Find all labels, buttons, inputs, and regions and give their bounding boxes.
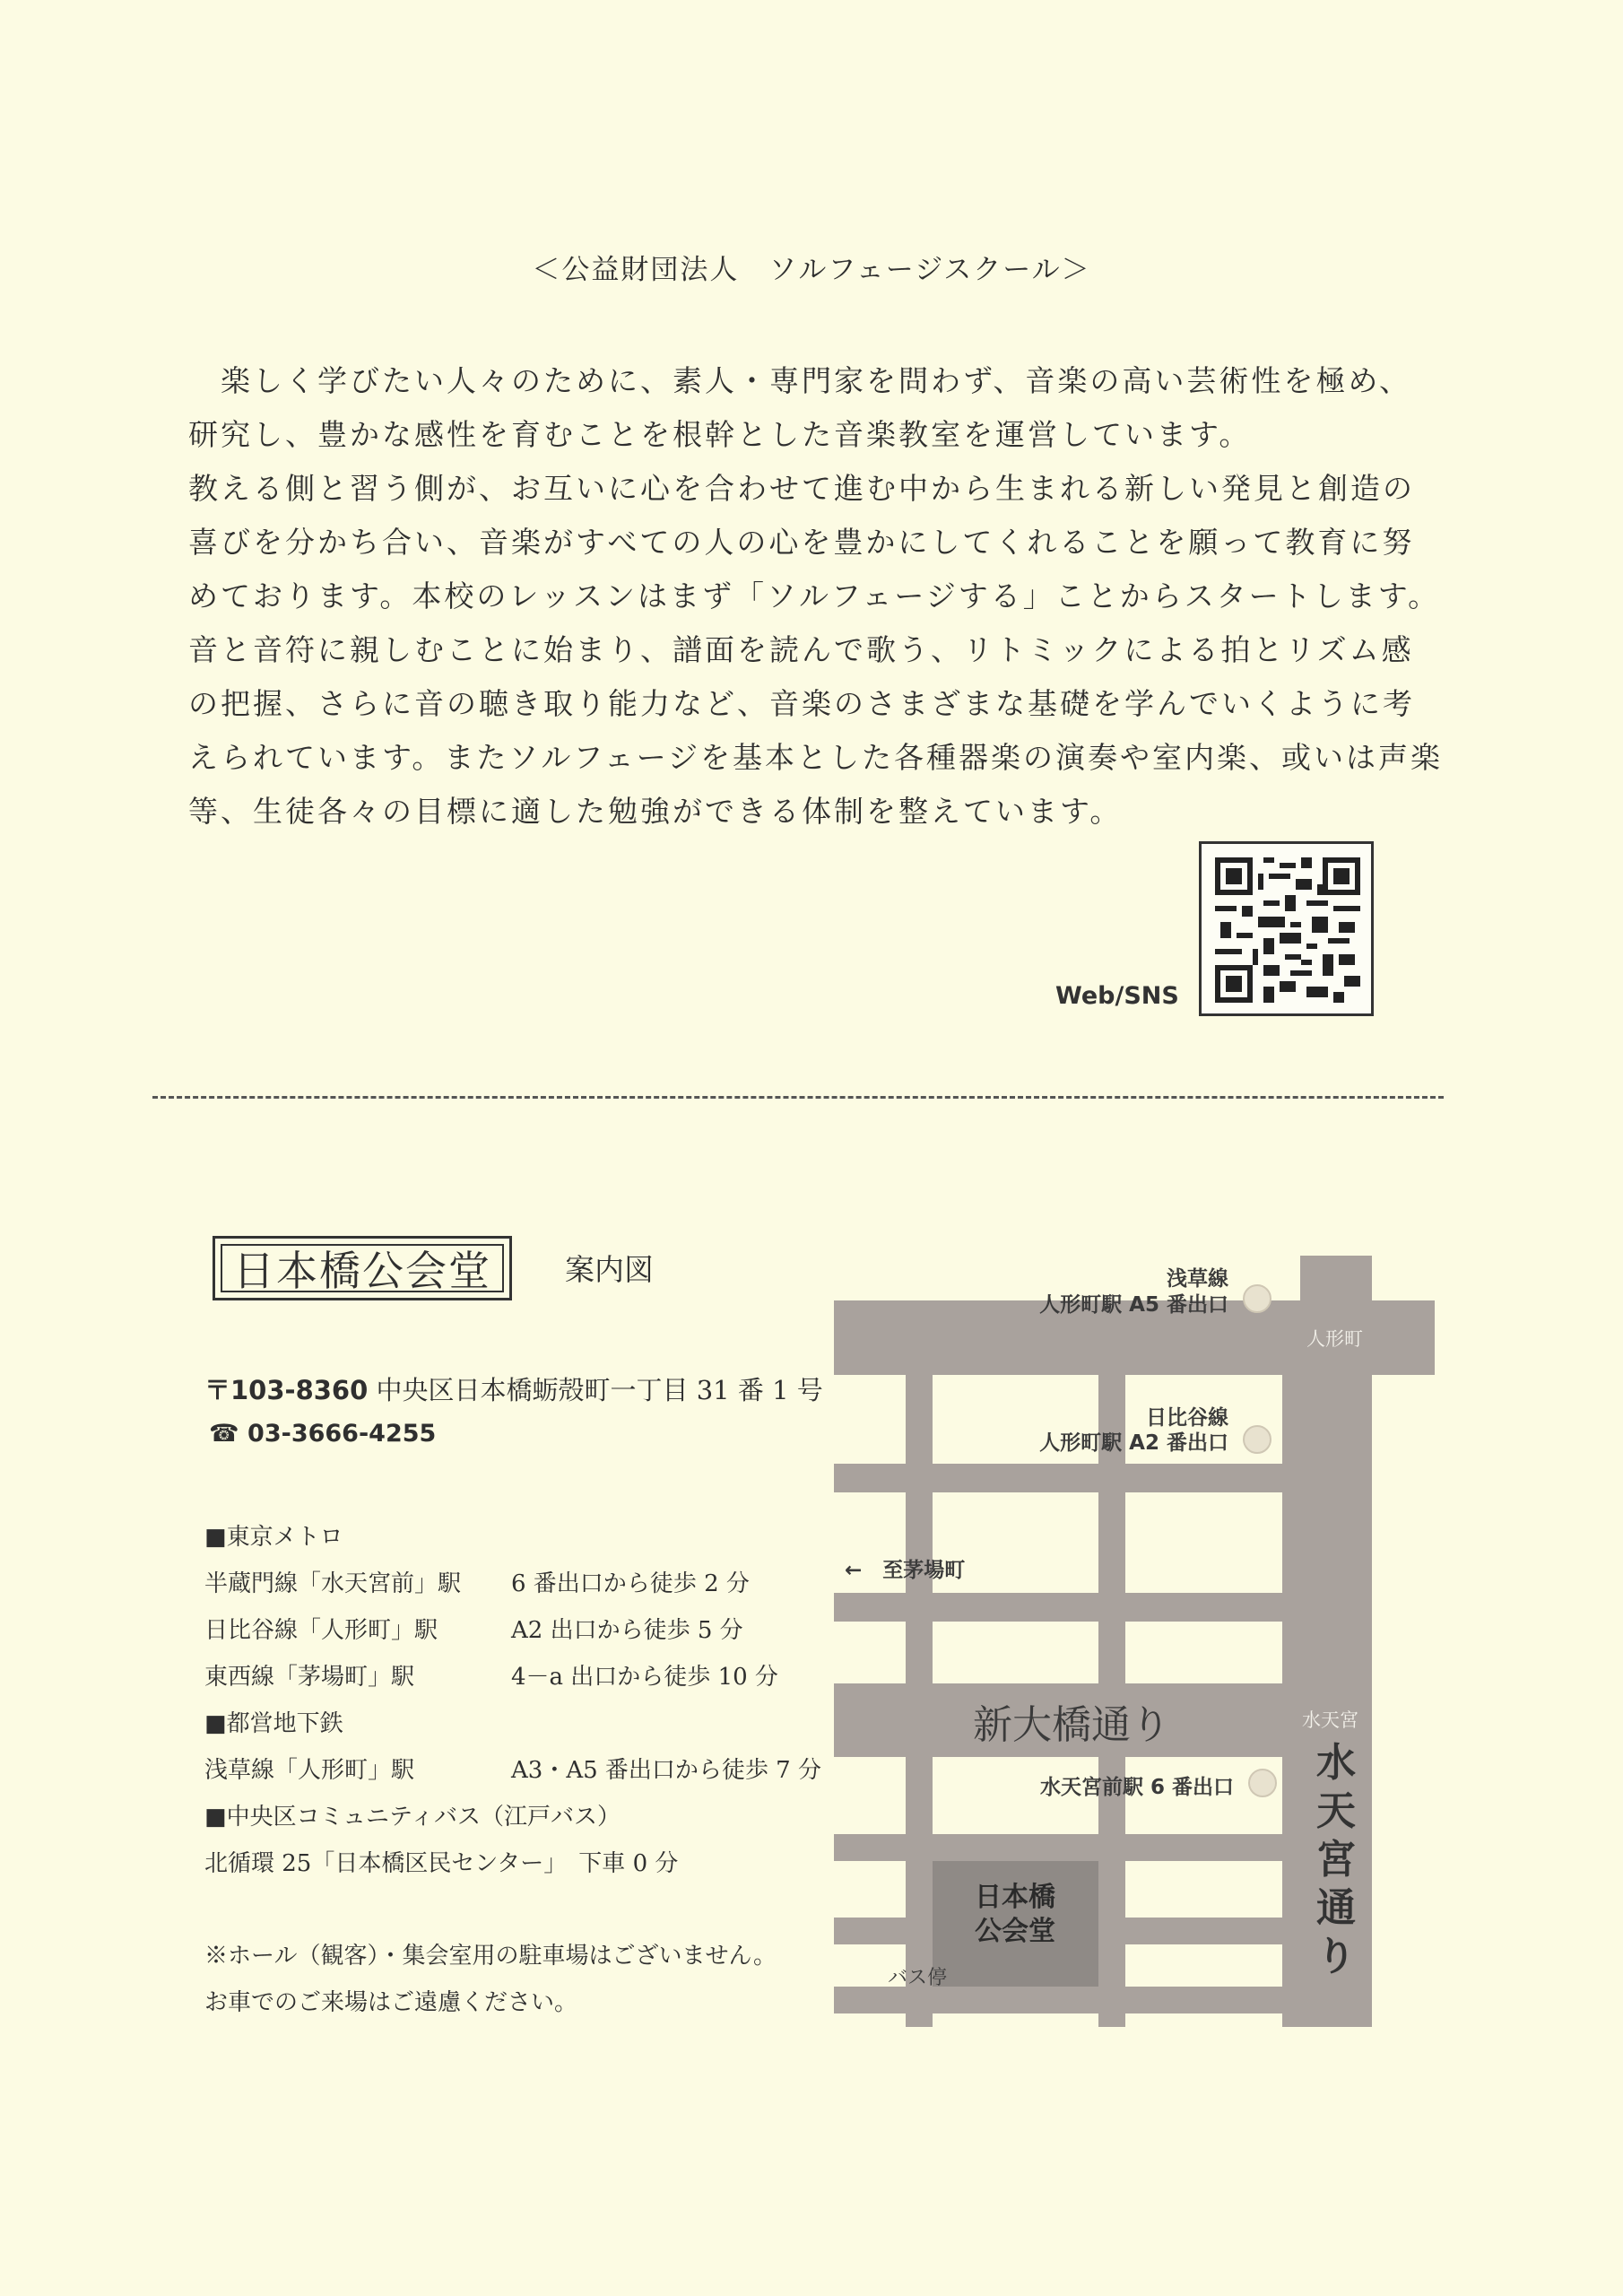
road-vertical	[906, 1300, 933, 2027]
area-map	[834, 1256, 1444, 2027]
school-title: ＜公益財団法人 ソルフェージスクール＞	[532, 254, 1091, 286]
access-route: 半蔵門線「水天宮前」駅	[204, 1570, 462, 1597]
svg-text:通: 通	[1316, 1885, 1356, 1931]
access-line	[204, 1700, 678, 1747]
access-info	[204, 1514, 821, 1887]
svg-text:り: り	[1316, 1934, 1356, 1979]
to-kayabacho-label: ← 至茅場町	[845, 1559, 966, 1582]
intro-paragraph-2: 教える側と習う側が、お互いに心を合わせて進む中から生まれる新しい発見と創造の喜びを分かち合い、音楽がすべての人の心を豊かにしてくれることを願って教育に努めております。本校のレッスンはまず「ソルフェージする」ことからスタートします。音と音符に親しむことに始まり、譜面を読んで歌う、リトミックによる拍とリズム感の把握、さらに音の聴き取り能力など、音楽のさまざまな基礎を学んでいくように考えられています。またソルフェージを基本とした各種器楽の演奏や室内楽、或いは声楽等、生徒各々の目標に適した勉強ができる体制を整えています。	[188, 471, 1444, 829]
postal-code: 〒103-8360	[204, 1375, 369, 1405]
station-exit-a5-marker	[1244, 1285, 1271, 1312]
station-exit-a2-marker	[1244, 1426, 1271, 1453]
svg-text:天: 天	[1316, 1788, 1356, 1834]
exit-6-label: 水天宮前駅 6 番出口	[1039, 1776, 1234, 1799]
ningyocho-label: 人形町	[1306, 1328, 1363, 1350]
access-route: ■中央区コミュニティバス（江戸バス）	[204, 1804, 621, 1831]
cut-line-divider	[152, 1096, 1444, 1099]
access-line	[204, 1794, 678, 1840]
hall-block-label: 日本橋	[975, 1882, 1055, 1913]
access-route: 浅草線「人形町」駅	[204, 1757, 415, 1784]
access-route: ■都営地下鉄	[204, 1710, 343, 1737]
parking-note-line: お車でのご来場はご遠慮ください。	[204, 1989, 578, 2016]
qr-code[interactable]	[1199, 841, 1374, 1016]
asakusa-line-label: 浅草線	[1167, 1267, 1228, 1291]
access-detail: A2 出口から徒歩 5 分	[511, 1617, 743, 1644]
svg-text:宮: 宮	[1316, 1837, 1356, 1883]
phone-line	[209, 1420, 436, 1448]
access-route: 東西線「茅場町」駅	[204, 1664, 415, 1691]
exit-a5-label: 人形町駅 A5 番出口	[1039, 1293, 1228, 1317]
svg-text:水: 水	[1316, 1740, 1356, 1786]
shin-ohashi-dori-label: 新大橋通り	[973, 1702, 1170, 1748]
bus-stop-label: バス停	[888, 1967, 948, 1989]
parking-note	[204, 1933, 777, 2026]
hibiya-line-label: 日比谷線	[1146, 1406, 1228, 1430]
exit-a2-label: 人形町駅 A2 番出口	[1039, 1431, 1228, 1455]
street-address: 中央区日本橋蛎殻町一丁目 31 番 1 号	[376, 1375, 823, 1405]
intro-paragraph-1: 楽しく学びたい人々のために、素人・専門家を問わず、音楽の高い芸術性を極め、研究し、豊かな感性を育むことを根幹とした音楽教室を運営しています。	[188, 363, 1412, 452]
access-detail: 4－a 出口から徒歩 10 分	[511, 1664, 778, 1691]
access-line	[204, 1561, 750, 1607]
access-line	[204, 1607, 743, 1654]
station-exit-6-marker	[1249, 1770, 1276, 1796]
access-route: 日比谷線「人形町」駅	[204, 1617, 438, 1644]
access-route: ■東京メトロ	[204, 1524, 343, 1551]
intro-text	[188, 354, 1444, 839]
road-vertical	[1098, 1300, 1125, 2027]
suitengu-dori-label	[1316, 1740, 1356, 1979]
web-sns-label: Web/SNS	[1055, 982, 1179, 1010]
access-line	[204, 1514, 678, 1561]
access-route: 北循環 25「日本橋区民センター」 下車 0 分	[204, 1850, 679, 1877]
hall-block-label: 公会堂	[975, 1916, 1055, 1947]
access-line	[204, 1747, 821, 1794]
suitengu-label: 水天宮	[1302, 1709, 1358, 1731]
hall-name: 日本橋公会堂	[221, 1244, 504, 1292]
guide-label: 案内図	[565, 1252, 654, 1287]
access-detail: A3・A5 番出口から徒歩 7 分	[511, 1757, 821, 1784]
access-line	[204, 1840, 678, 1887]
hall-name-box	[213, 1236, 512, 1300]
phone-icon: ☎	[209, 1420, 239, 1448]
address	[204, 1370, 823, 1407]
access-line	[204, 1654, 778, 1700]
parking-note-line: ※ホール（観客）・集会室用の駐車場はございません。	[204, 1943, 777, 1970]
phone-number: 03-3666-4255	[247, 1420, 437, 1448]
qr-code-icon	[1215, 857, 1360, 1003]
access-detail: 6 番出口から徒歩 2 分	[511, 1570, 750, 1597]
